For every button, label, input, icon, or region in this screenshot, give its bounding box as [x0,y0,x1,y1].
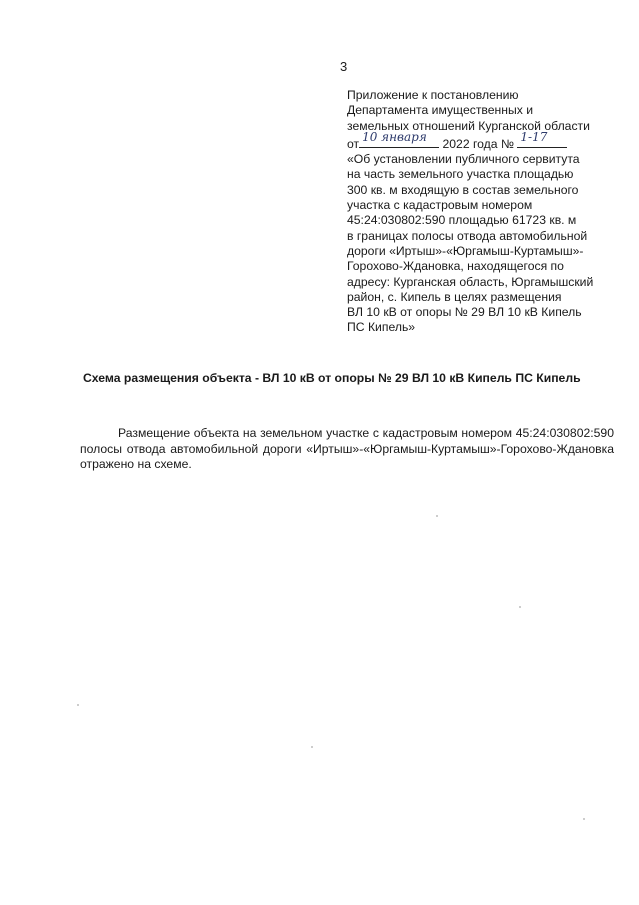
appendix-line: дороги «Иртыш»-«Юргамыш-Куртамыш»- [347,243,584,258]
handwritten-date: 10 января [362,129,427,144]
year-text: 2022 года № [442,136,515,151]
number-fill-line [517,129,567,148]
handwritten-number: 1-17 [520,129,548,144]
appendix-line: на часть земельного участка площадью [347,167,574,182]
appendix-date-line [347,129,617,152]
appendix-line: Департамента имущественных и [347,103,534,118]
appendix-line: ВЛ 10 кВ от опоры № 29 ВЛ 10 кВ Кипель [347,305,582,320]
scan-speck [519,606,521,608]
appendix-line: 300 кв. м входящую в состав земельного [347,182,579,197]
appendix-line: Горохово-Ждановка, находящегося по [347,259,564,274]
scan-speck [77,704,79,706]
appendix-line: район, с. Кипель в целях размещения [347,289,562,304]
appendix-line: Приложение к постановлению [347,88,519,102]
date-fill-line [359,129,439,148]
scan-speck [583,818,585,820]
date-prefix: от [347,136,360,151]
appendix-line: земельных отношений Курганской области [347,118,590,133]
appendix-line: участка с кадастровым номером [347,198,533,213]
appendix-line: адресу: Курганская область, Юргамышский [347,274,594,289]
document-heading: Схема размещения объекта - ВЛ 10 кВ от опоры № 29 ВЛ 10 кВ Кипель ПС Кипель [83,371,581,385]
scan-speck [436,515,438,517]
body-paragraph: Размещение объекта на земельном участке с кадастровым номером 45:24:030802:590 полосы отвода автомобильной дороги «Иртыш»-«Юргамыш-Куртамыш»-Горохово-Ждановка отражено на схеме. [80,426,614,471]
appendix-line: ПС Кипель» [347,320,416,335]
appendix-line: 45:24:030802:590 площадью 61723 кв. м [347,213,577,228]
appendix-block [347,88,617,336]
appendix-line: «Об установлении публичного сервитута [347,152,580,167]
appendix-line: в границах полосы отвода автомобильной [347,228,588,243]
page-number: 3 [340,59,348,74]
scan-speck [311,746,313,748]
